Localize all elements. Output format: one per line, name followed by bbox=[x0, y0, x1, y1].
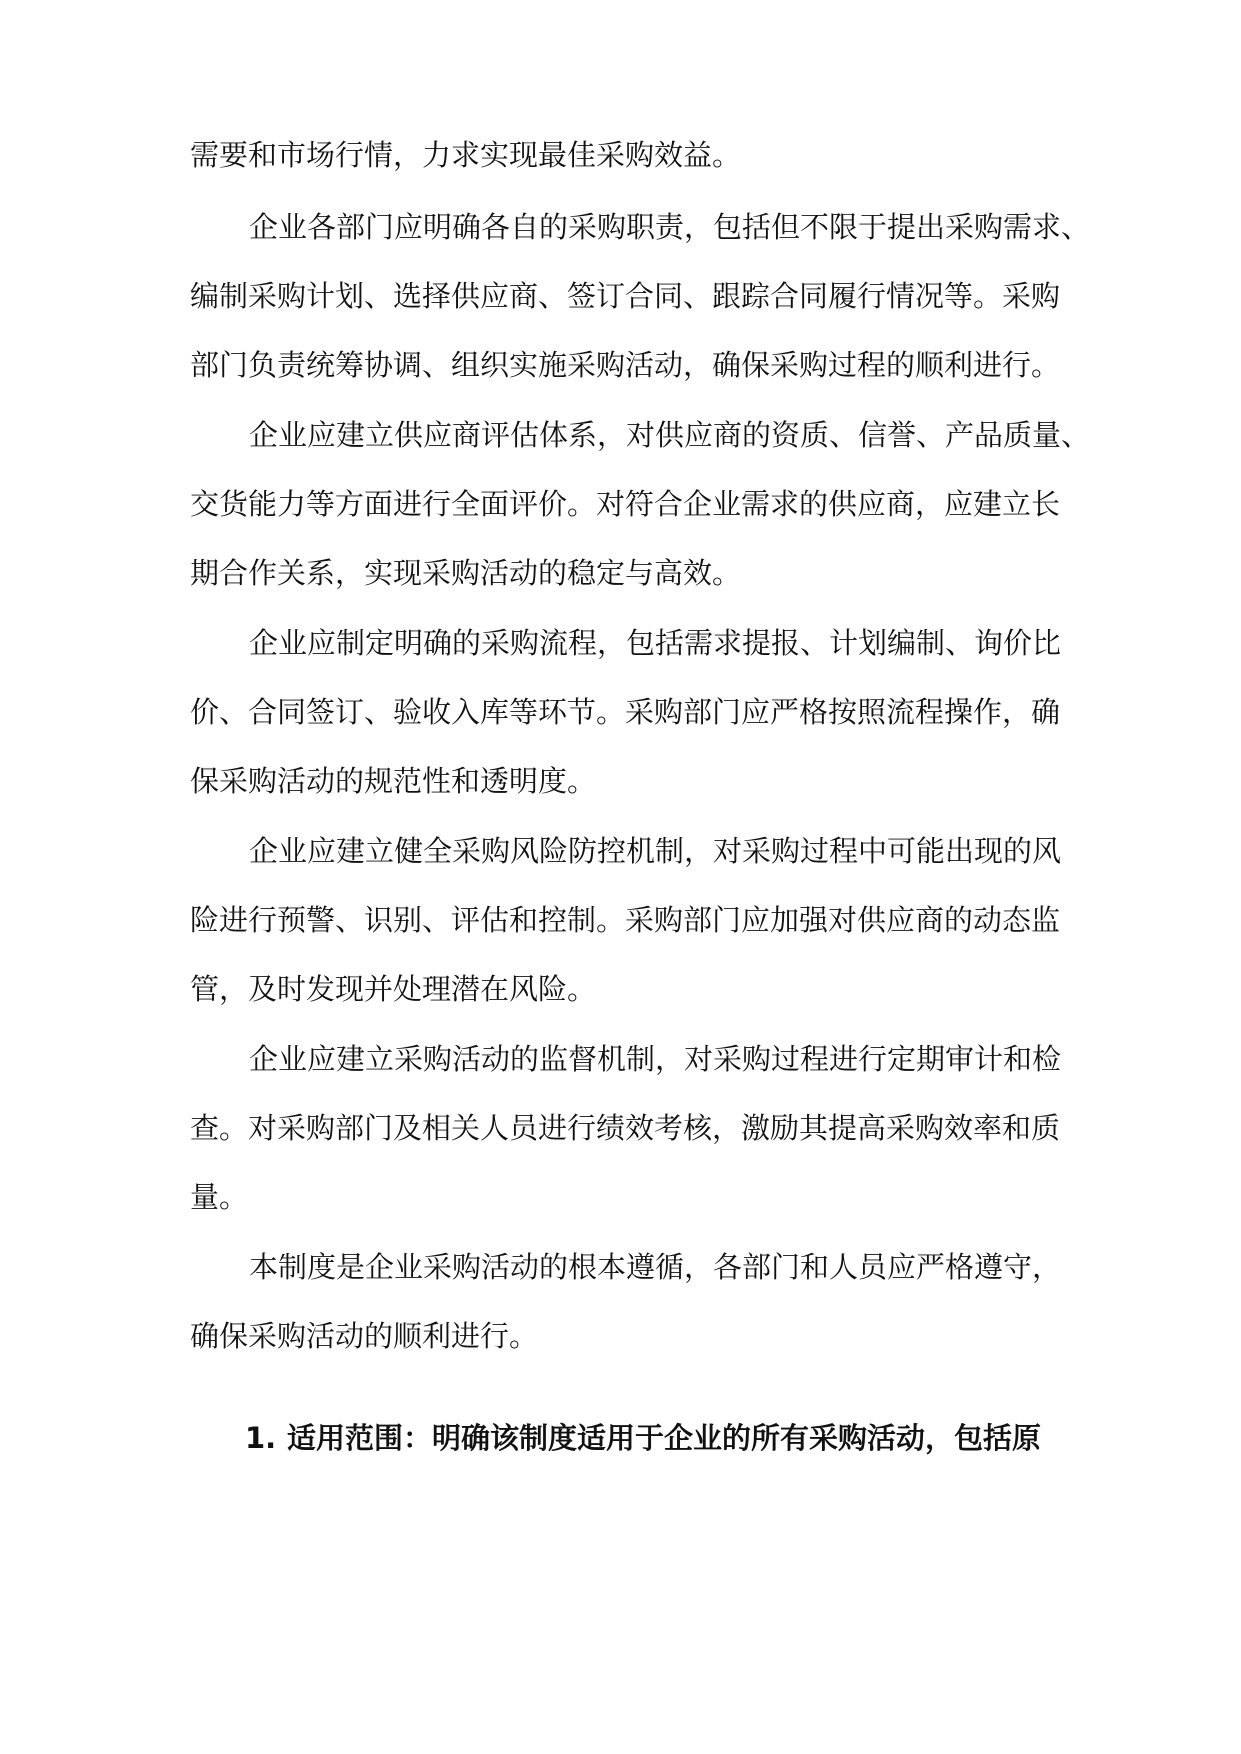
paragraph-line: 保采购活动的规范性和透明度。 bbox=[190, 764, 597, 798]
heading-number: 1. bbox=[245, 1421, 277, 1455]
paragraph-line: 管，及时发现并处理潜在风险。 bbox=[190, 972, 597, 1006]
paragraph-line: 企业应建立健全采购风险防控机制，对采购过程中可能出现的风 bbox=[249, 834, 1062, 868]
paragraph-line: 企业应制定明确的采购流程，包括需求提报、计划编制、询价比 bbox=[249, 626, 1062, 660]
paragraph-line: 编制采购计划、选择供应商、签订合同、跟踪合同履行情况等。采购 bbox=[190, 279, 1061, 313]
paragraph-line: 量。 bbox=[190, 1180, 249, 1214]
heading-text: 适用范围：明确该制度适用于企业的所有采购活动，包括原 bbox=[287, 1421, 1042, 1455]
paragraph-line: 确保采购活动的顺利进行。 bbox=[190, 1319, 539, 1353]
paragraph-line: 查。对采购部门及相关人员进行绩效考核，激励其提高采购效率和质 bbox=[190, 1111, 1061, 1145]
paragraph-line: 价、合同签订、验收入库等环节。采购部门应严格按照流程操作，确 bbox=[190, 695, 1061, 729]
paragraph-line: 本制度是企业采购活动的根本遵循，各部门和人员应严格遵守， bbox=[249, 1250, 1062, 1284]
section-heading bbox=[245, 1418, 1060, 1458]
paragraph-line: 企业应建立采购活动的监督机制，对采购过程进行定期审计和检 bbox=[249, 1042, 1062, 1076]
paragraph-line: 需要和市场行情，力求实现最佳采购效益。 bbox=[190, 138, 742, 172]
paragraph-line: 交货能力等方面进行全面评价。对符合企业需求的供应商，应建立长 bbox=[190, 487, 1061, 521]
paragraph-line: 企业应建立供应商评估体系，对供应商的资质、信誉、产品质量、 bbox=[249, 418, 1091, 452]
paragraph-line: 企业各部门应明确各自的采购职责，包括但不限于提出采购需求、 bbox=[249, 210, 1091, 244]
paragraph-line: 期合作关系，实现采购活动的稳定与高效。 bbox=[190, 556, 742, 590]
paragraph-line: 险进行预警、识别、评估和控制。采购部门应加强对供应商的动态监 bbox=[190, 903, 1061, 937]
paragraph-line: 部门负责统筹协调、组织实施采购活动，确保采购过程的顺利进行。 bbox=[190, 348, 1061, 382]
